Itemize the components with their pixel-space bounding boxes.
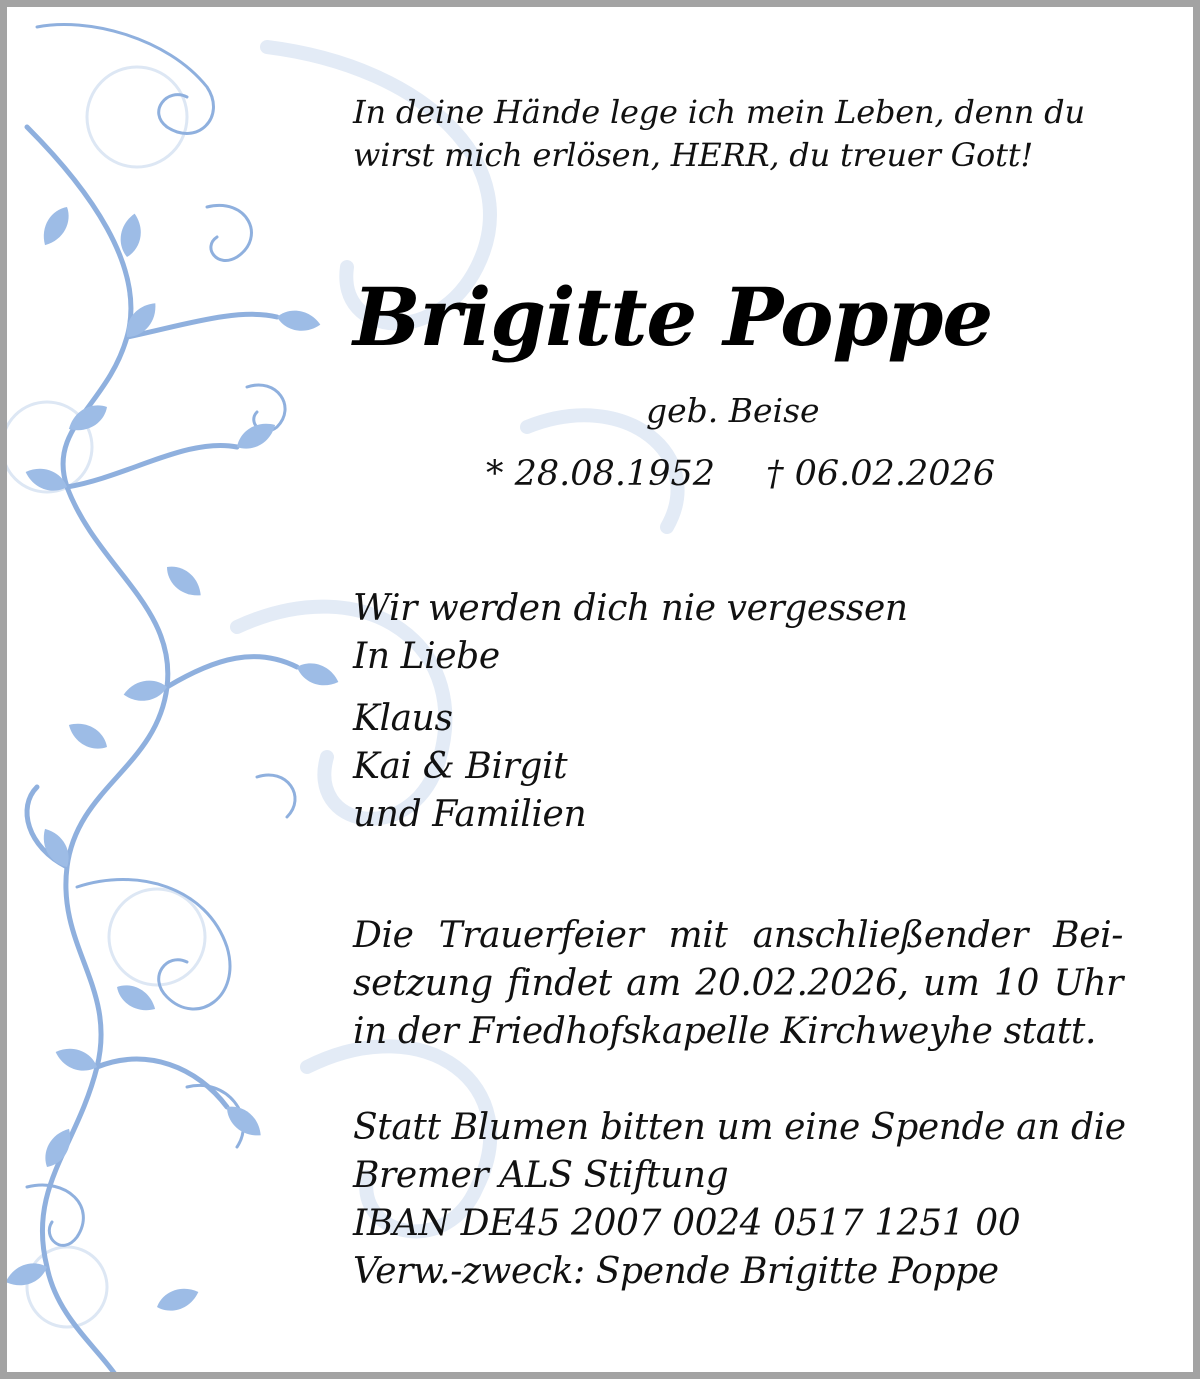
donation-notice (353, 1104, 1126, 1296)
funeral-service-notice (353, 912, 1123, 1056)
mourner: und Familien (353, 794, 587, 835)
deceased-name: Brigitte Poppe (353, 270, 993, 364)
mourner: Klaus (353, 698, 453, 739)
mourners-list (353, 695, 586, 839)
service-line: in der Friedhofskapelle Kirchweyhe statt. (353, 1011, 1096, 1052)
bible-verse (353, 91, 1085, 177)
donation-iban: IBAN DE45 2007 0024 0517 1251 00 (353, 1203, 1021, 1244)
bible-verse-line: In deine Hände lege ich mein Leben, denn du (353, 93, 1085, 131)
donation-line: Bremer ALS Stiftung (353, 1155, 729, 1196)
farewell-line: In Liebe (353, 636, 500, 677)
mourner: Kai & Birgit (353, 746, 568, 787)
death-date: † 06.02.2026 (766, 454, 996, 494)
farewell-line: Wir werden dich nie vergessen (353, 588, 908, 629)
birth-date: * 28.08.1952 (486, 454, 716, 494)
birth-name: geb. Beise (646, 391, 820, 430)
bible-verse-line: wirst mich erlösen, HERR, du treuer Gott! (353, 136, 1034, 174)
service-line: Die Trauerfeier mit anschließender Bei- (353, 915, 1123, 956)
donation-purpose: Verw.-zweck: Spende Brigitte Poppe (353, 1251, 999, 1292)
farewell-message (353, 585, 908, 681)
donation-line: Statt Blumen bitten um eine Spende an die (353, 1107, 1126, 1148)
service-line: setzung findet am 20.02.2026, um 10 Uhr (353, 963, 1123, 1004)
